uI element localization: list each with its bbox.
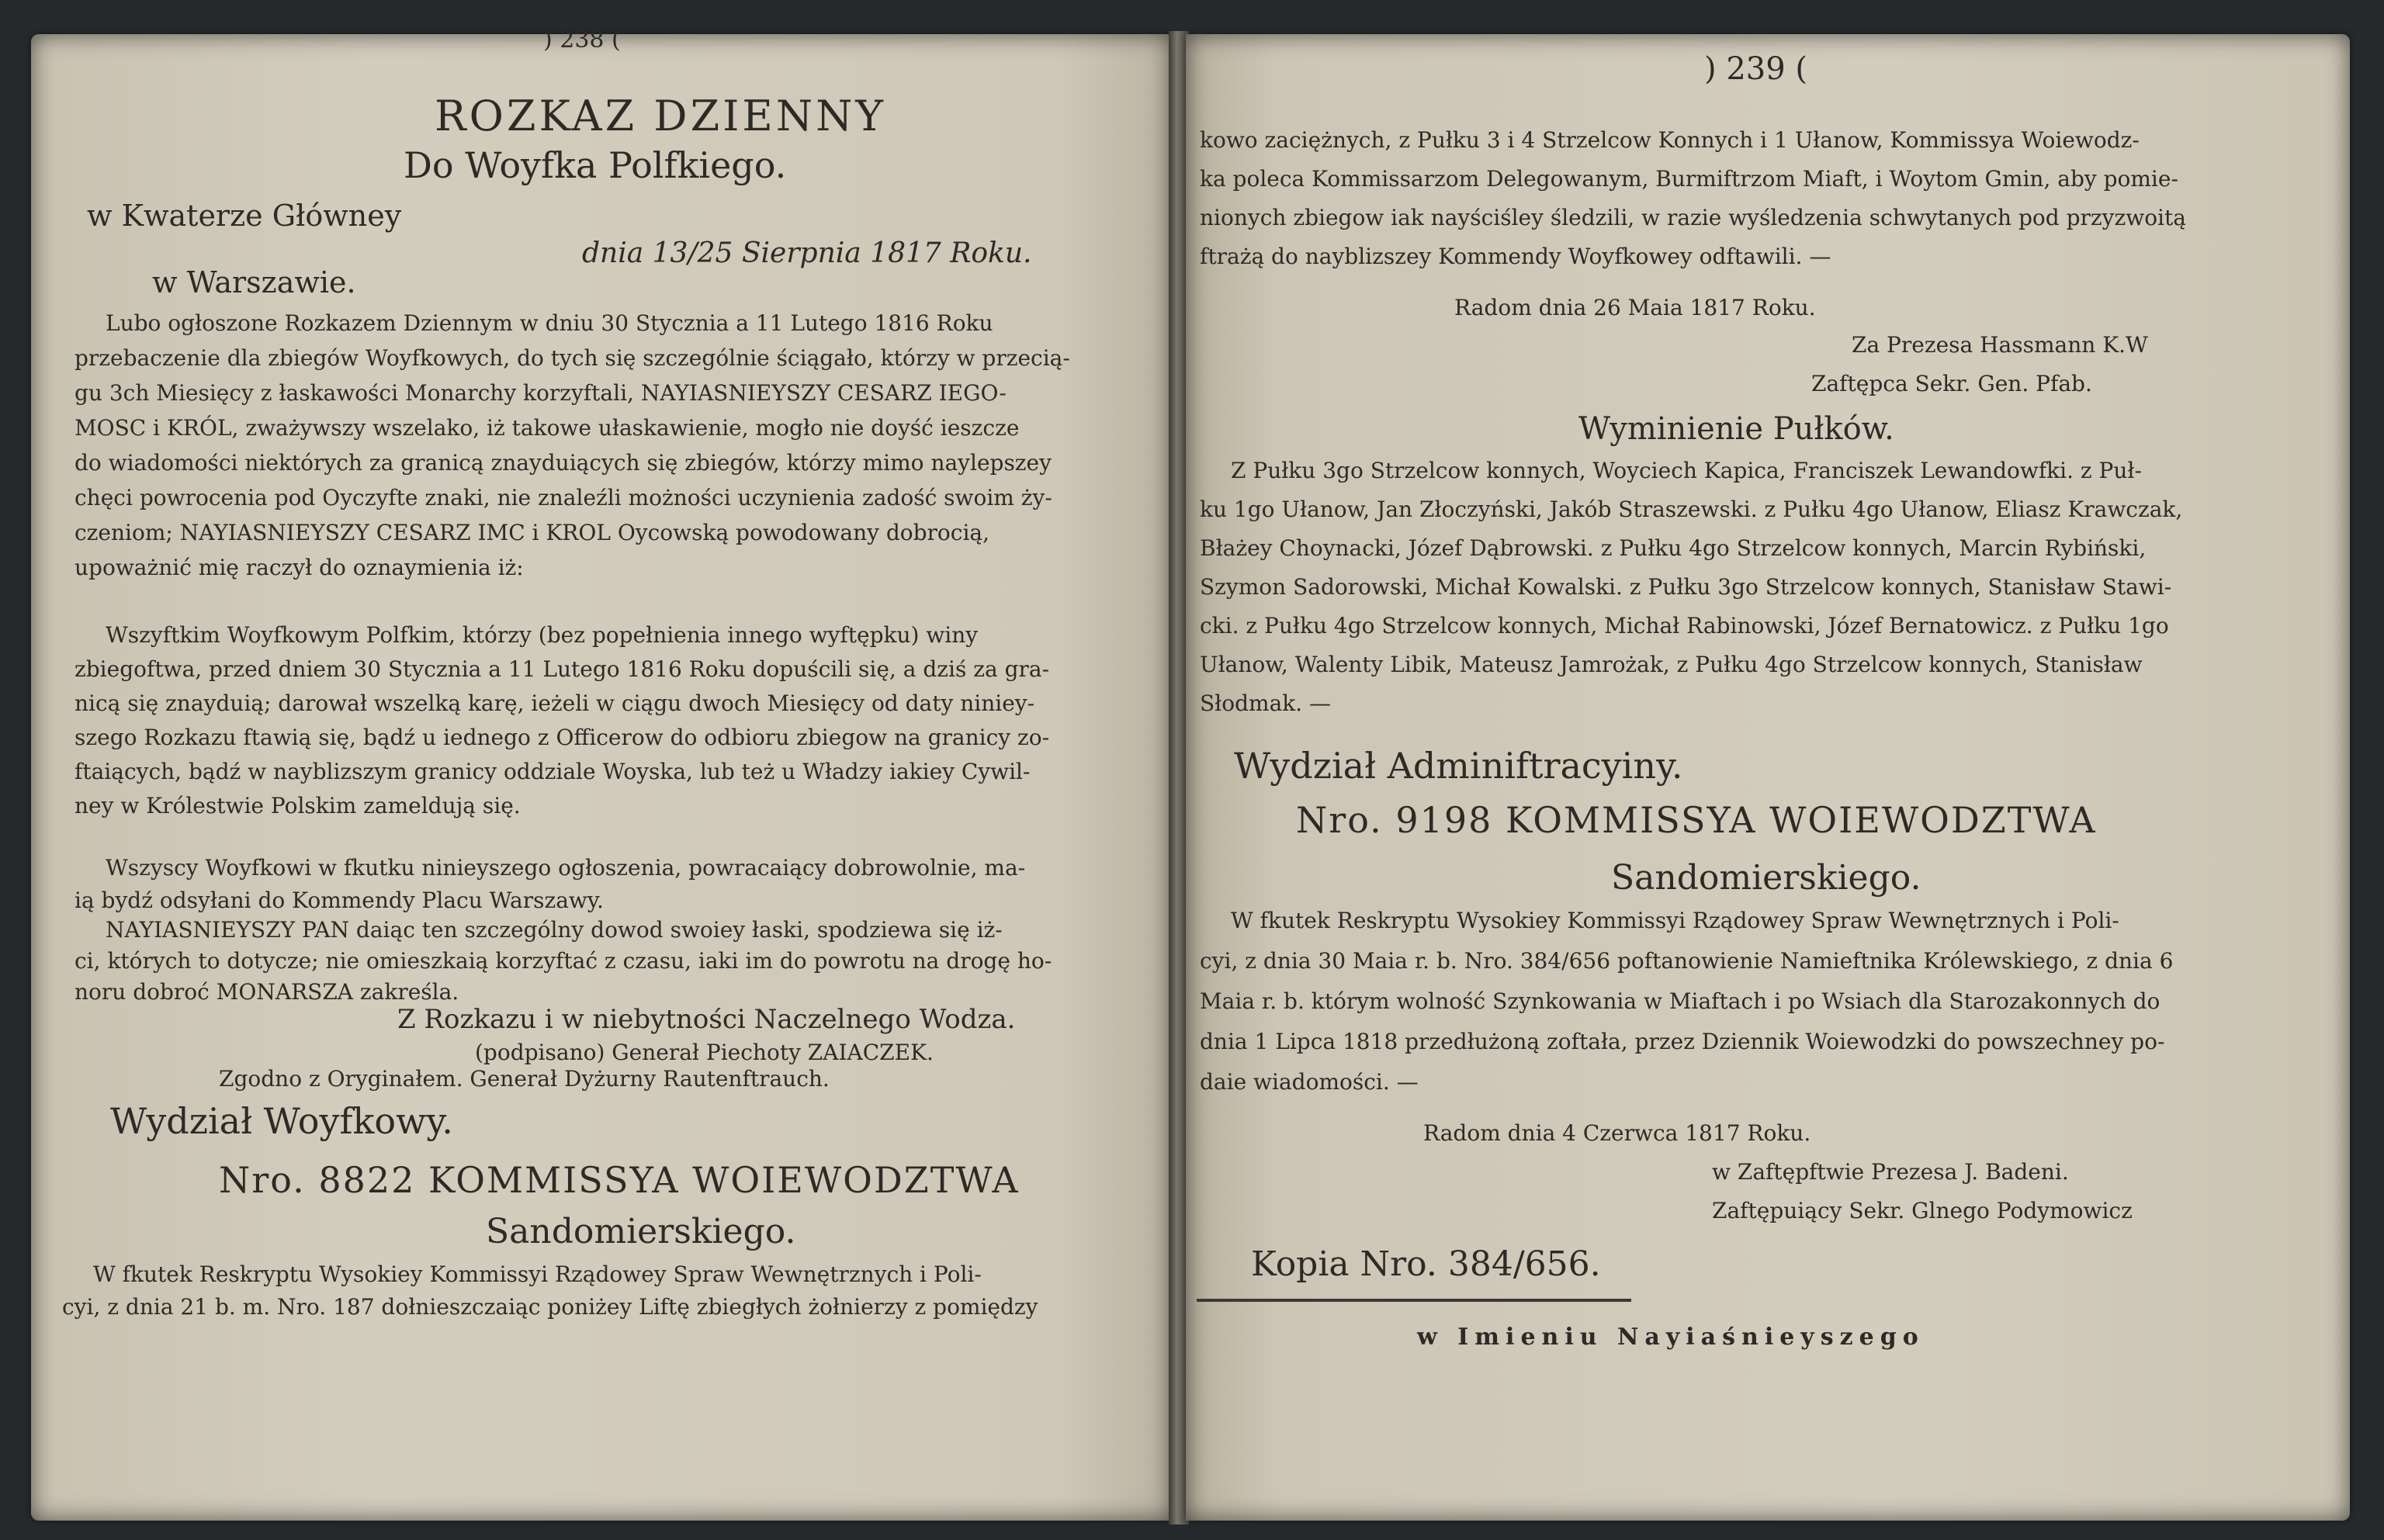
lp2-line: szego Rozkazu ftawią się, bądź u iednego z Officerow do odbioru zbiegow na granicy zo- (74, 725, 1050, 750)
signature-1-line-1: Za Prezesa Hassmann K.W (1852, 332, 2148, 358)
lp4-line: noru dobroć MONARSZA zakreśla. (74, 979, 459, 1005)
rp2-line: Błażey Choynacki, Józef Dąbrowski. z Pułku 4go Strzelcow konnych, Marcin Rybiński, (1200, 535, 2147, 561)
signature-2-line-2: Zaftępuiący Sekr. Glnego Podymowicz (1712, 1198, 2133, 1223)
lp1-line: Lubo ogłoszone Rozkazem Dziennym w dniu 30 Stycznia a 11 Lutego 1816 Roku (106, 310, 993, 336)
rp1-line: ka poleca Kommissarzom Delegowanym, Burmiftrzom Miaft, i Woytom Gmin, aby pomie- (1200, 166, 2178, 192)
rp3-line: daie wiadomości. — (1200, 1069, 1419, 1095)
commission-heading: Nro. 8822 KOMMISSYA WOIEWODZTWA (219, 1159, 1020, 1201)
closing-line: w Imieniu Nayiaśnieyszego (1417, 1324, 1925, 1351)
divider-rule (1197, 1299, 1631, 1302)
rp2-line: Ułanow, Walenty Libik, Mateusz Jamrożak, z Pułku 4go Strzelcow konnych, Stanisław (1200, 652, 2143, 677)
lp1-line: czeniom; NAYIASNIEYSZY CESARZ IMC i KROL Oycowską powodowany dobrocią, (74, 520, 990, 545)
lp1-line: do wiadomości niektórych za granicą znayduiących się zbiegów, którzy mimo naylepszey (74, 450, 1052, 476)
province-heading-right: Sandomierskiego. (1611, 858, 1921, 898)
lp4-line: ci, których to dotycze; nie omieszkaią korzyftać z czasu, iaki im do powrotu na drogę ho- (74, 948, 1052, 974)
copy-heading: Kopia Nro. 384/656. (1251, 1244, 1601, 1284)
signature-2-line-1: w Zaftępftwie Prezesa J. Badeni. (1712, 1159, 2069, 1185)
rp2-line: ku 1go Ułanow, Jan Złoczyński, Jakób Straszewski. z Pułku 4go Ułanow, Eliasz Krawczak, (1200, 497, 2183, 522)
rp2-line: Z Pułku 3go Strzelcow konnych, Woyciech Kapica, Franciszek Lewandowfki. z Puł- (1231, 458, 2142, 483)
lp5-line: W fkutek Reskryptu Wysokiey Kommissyi Rządowey Spraw Wewnętrznych i Poli- (93, 1261, 982, 1287)
lp2-line: ftaiących, bądź w nayblizszym granicy oddziale Woyska, lub też u Władzy iakiey Cywil- (74, 759, 1031, 784)
lp2-line: nicą się znayduią; darował wszelką karę, ieżeli w ciągu dwoch Miesięcy od daty niniey- (74, 690, 1035, 716)
lp3-line: ią bydź odsyłani do Kommendy Placu Warszawy. (74, 888, 604, 913)
lp5-line: cyi, z dnia 21 b. m. Nro. 187 dołnieszczaiąc poniżey Liftę zbiegłych żołnierzy z pomiędzy (62, 1294, 1038, 1320)
signature-line-2: (podpisano) Generał Piechoty ZAIACZEK. (475, 1040, 934, 1065)
department-heading: Wydział Woyfkowy. (110, 1100, 453, 1142)
place-line-2: w Warszawie. (152, 265, 356, 299)
rp3-line: Maia r. b. którym wolność Szynkowania w Miaftach i po Wsiach dla Starozakonnych do (1200, 988, 2160, 1014)
list-heading: Wyminienie Pułków. (1578, 411, 1894, 447)
lp1-line: przebaczenie dla zbiegów Woyfkowych, do tych się szczególnie ściągało, którzy w przecią- (74, 345, 1070, 371)
lp3-line: Wszyscy Woyfkowi w fkutku ninieyszego ogłoszenia, powracaiący dobrowolnie, ma- (106, 855, 1026, 881)
commission-heading-right: Nro. 9198 KOMMISSYA WOIEWODZTWA (1296, 799, 2097, 841)
rp1-line: nionych zbiegow iak nayściśley śledzili, w razie wyśledzenia schwytanych pod przyzwoitą (1200, 205, 2186, 230)
lp2-line: Wszyftkim Woyfkowym Polfkim, którzy (bez popełnienia innego wyftępku) winy (106, 622, 979, 648)
radom-date-1: Radom dnia 26 Maia 1817 Roku. (1454, 295, 1816, 320)
province-heading: Sandomierskiego. (486, 1212, 796, 1251)
department-heading-right: Wydział Adminiftracyiny. (1234, 745, 1683, 787)
lp1-line: gu 3ch Miesięcy z łaskawości Monarchy korzyftali, NAYIASNIEYSZY CESARZ IEGO- (74, 380, 1007, 406)
rp2-line: cki. z Pułku 4go Strzelcow konnych, Michał Rabinowski, Józef Bernatowicz. z Pułku 1go (1200, 613, 2169, 638)
signature-1-line-2: Zaftępca Sekr. Gen. Pfab. (1811, 371, 2092, 396)
rp1-line: ftrażą do nayblizszey Kommendy Woyfkowey odftawili. — (1200, 244, 1831, 269)
rp2-line: Szymon Sadorowski, Michał Kowalski. z Pułku 3go Strzelcow konnych, Stanisław Stawi- (1200, 574, 2172, 600)
rp3-line: W fkutek Reskryptu Wysokiey Kommissyi Rządowey Spraw Wewnętrznych i Poli- (1231, 908, 2119, 933)
lp4-line: NAYIASNIEYSZY PAN daiąc ten szczególny dowod swoiey łaski, spodziewa się iż- (106, 917, 1003, 943)
rp2-line: Słodmak. — (1200, 690, 1332, 716)
date-line: dnia 13/25 Sierpnia 1817 Roku. (582, 237, 1032, 269)
lp2-line: zbiegoftwa, przed dniem 30 Stycznia a 11 Lutego 1816 Roku dopuścili się, a dziś za gra- (74, 656, 1050, 682)
lp2-line: ney w Królestwie Polskim zameldują się. (74, 793, 521, 818)
lp1-line: MOSC i KRÓL, zważywszy wszelako, iż takowe ułaskawienie, mogło nie doyść ieszcze (74, 415, 1020, 441)
rp3-line: dnia 1 Lipca 1818 przedłużoną zoftała, przez Dziennik Woiewodzki do powszechney po- (1200, 1029, 2165, 1054)
page-number-left: ) 238 ( (543, 26, 621, 54)
signature-line-3: Zgodno z Oryginałem. Generał Dyżurny Rautenftrauch. (219, 1066, 830, 1092)
page-title: ROZKAZ DZIENNY (435, 92, 886, 140)
rp3-line: cyi, z dnia 30 Maia r. b. Nro. 384/656 poftanowienie Namieftnika Królewskiego, z dnia 6 (1200, 948, 2174, 974)
radom-date-2: Radom dnia 4 Czerwca 1817 Roku. (1423, 1120, 1811, 1146)
signature-line-1: Z Rozkazu i w niebytności Naczelnego Wodza. (397, 1004, 1016, 1035)
page-subtitle: Do Woyfka Polfkiego. (404, 144, 787, 186)
place-line-1: w Kwaterze Główney (87, 199, 402, 233)
rp1-line: kowo zaciężnych, z Pułku 3 i 4 Strzelcow Konnych i 1 Ułanow, Kommissya Woiewodz- (1200, 127, 2140, 153)
lp1-line: upoważnić mię raczył do oznaymienia iż: (74, 555, 524, 580)
page-number-right: ) 239 ( (1704, 51, 1807, 87)
lp1-line: chęci powrocenia pod Oyczyfte znaki, nie znaleźli możności uczynienia zadość swoim ży- (74, 485, 1052, 510)
